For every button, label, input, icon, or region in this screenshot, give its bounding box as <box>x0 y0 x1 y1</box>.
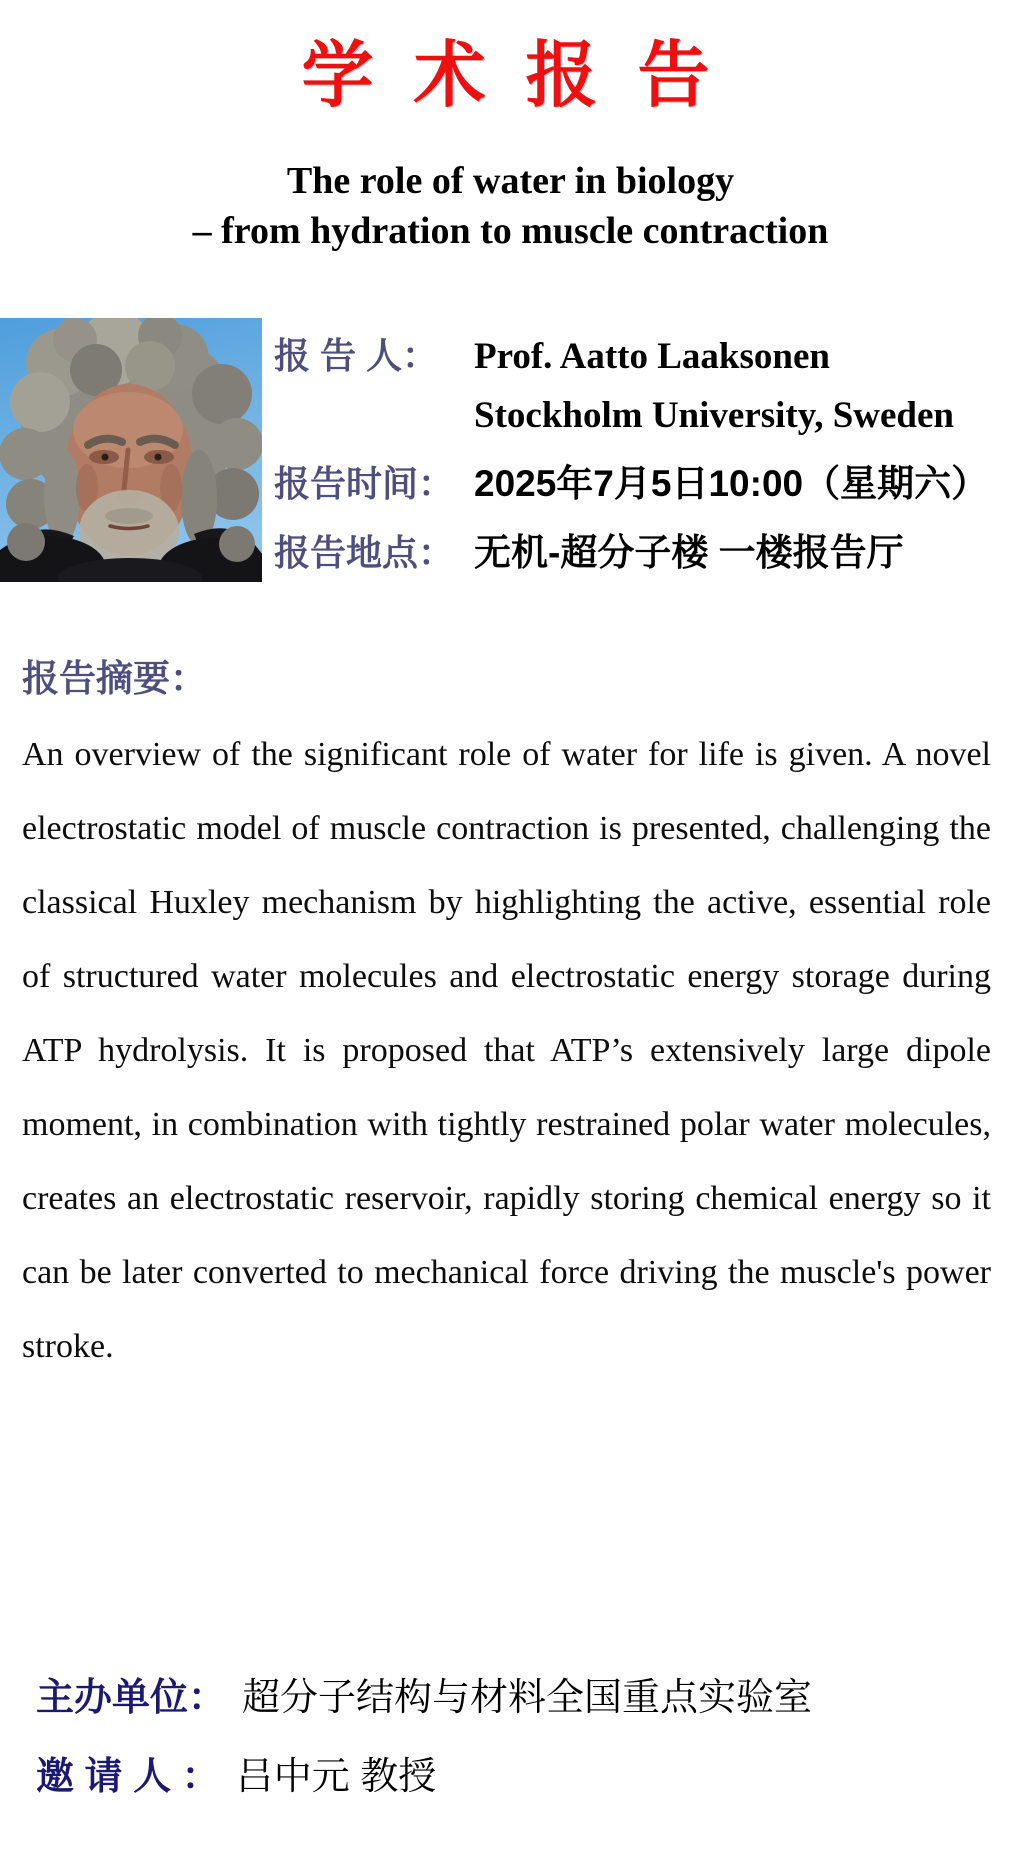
organizer-row <box>36 1666 812 1721</box>
affiliation-row <box>274 394 1021 437</box>
venue-row <box>274 522 1021 576</box>
talk-title <box>0 156 1021 256</box>
footer <box>36 1642 812 1800</box>
talk-title-line1: The role of water in biology <box>286 160 735 202</box>
abstract-text: An overview of the significant role of water for life is given. A novel electrostatic model of muscle contraction is presented, challenging the classical Huxley mechanism by highlighting the active, essential role of structured water molecules and electrostatic energy storage during ATP hydrolysis. It is proposed that ATP’s extensively large dipole moment, in combination with tightly restrained polar water molecules, creates an electrostatic reservoir, rapidly storing chemical energy so it can be later converted to mechanical force driving the muscle's power stroke. <box>22 736 991 1365</box>
speaker-affiliation: Stockholm University, Sweden <box>474 395 955 437</box>
speaker-info <box>262 318 1021 582</box>
time-label: 报告时间： <box>274 462 455 504</box>
abstract-heading: 报告摘要： <box>22 658 207 699</box>
venue-value: 无机-超分子楼 一楼报告厅 <box>474 531 904 573</box>
organizer-value: 超分子结构与材料全国重点实验室 <box>242 1677 813 1719</box>
inviter-label: 邀 请 人 ： <box>36 1756 220 1798</box>
time-row <box>274 453 1021 507</box>
venue-label: 报告地点： <box>274 531 455 573</box>
speaker-photo <box>0 318 262 582</box>
talk-title-line2: – from hydration to muscle contraction <box>192 210 829 252</box>
speaker-section <box>0 318 1021 582</box>
speaker-row <box>274 328 1021 379</box>
inviter-value: 吕中元 教授 <box>235 1756 437 1798</box>
speaker-label: 报 告 人： <box>274 335 439 376</box>
organizer-label: 主办单位： <box>36 1677 227 1719</box>
speaker-name: Prof. Aatto Laaksonen <box>474 336 830 377</box>
lecture-poster <box>0 36 1021 1854</box>
time-value: 2025年7月5日10:00（星期六） <box>474 462 989 504</box>
speaker-photo-illustration <box>0 318 262 582</box>
inviter-row <box>36 1745 812 1800</box>
page-title: 学 术 报 告 <box>301 36 720 116</box>
